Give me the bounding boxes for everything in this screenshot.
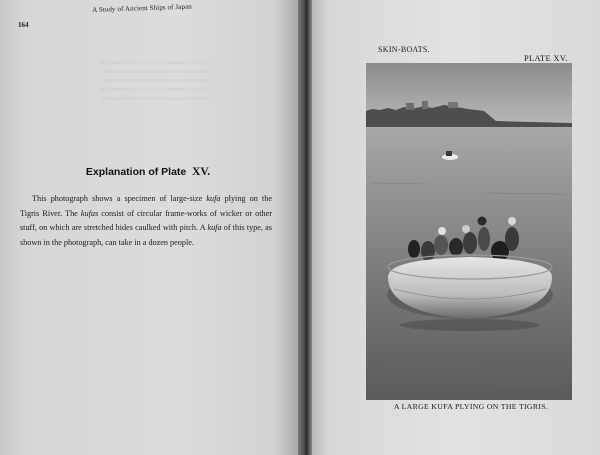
book-gutter — [298, 0, 312, 455]
body-text: This photograph shows a specimen of large-size — [32, 194, 207, 203]
body-italic-term: kufas — [80, 208, 99, 218]
body-text: of this type, as shown in the photograph, can take in a dozen people. — [20, 223, 272, 247]
plate-photograph — [366, 63, 572, 400]
plate-label: PLATE XV. — [524, 53, 568, 63]
section-head: SKIN-BOATS. — [378, 45, 430, 54]
explanation-paragraph — [20, 192, 272, 250]
body-italic-term: kufa — [207, 223, 222, 233]
left-page — [0, 0, 298, 455]
body-text: consist of circular frame-works of wicker or other stuff, on which are stretched hides caulked with pitch. A — [20, 208, 272, 233]
body-italic-term: kufa — [206, 194, 221, 203]
heading-prefix: Explanation of Plate — [85, 166, 187, 178]
show-through-shadow — [100, 60, 210, 100]
explanation-body — [20, 192, 272, 250]
explanation-heading — [0, 166, 296, 178]
photo-caption: A LARGE KUFA PLYING ON THE TIGRIS. — [393, 402, 549, 411]
page-number: 164 — [18, 21, 29, 29]
right-page — [312, 0, 600, 455]
running-head: A Study of Ancient Ships of Japan — [92, 2, 192, 14]
heading-plate-number: XV. — [192, 166, 211, 178]
body-text: plying on the Tigris River. The — [20, 194, 272, 218]
